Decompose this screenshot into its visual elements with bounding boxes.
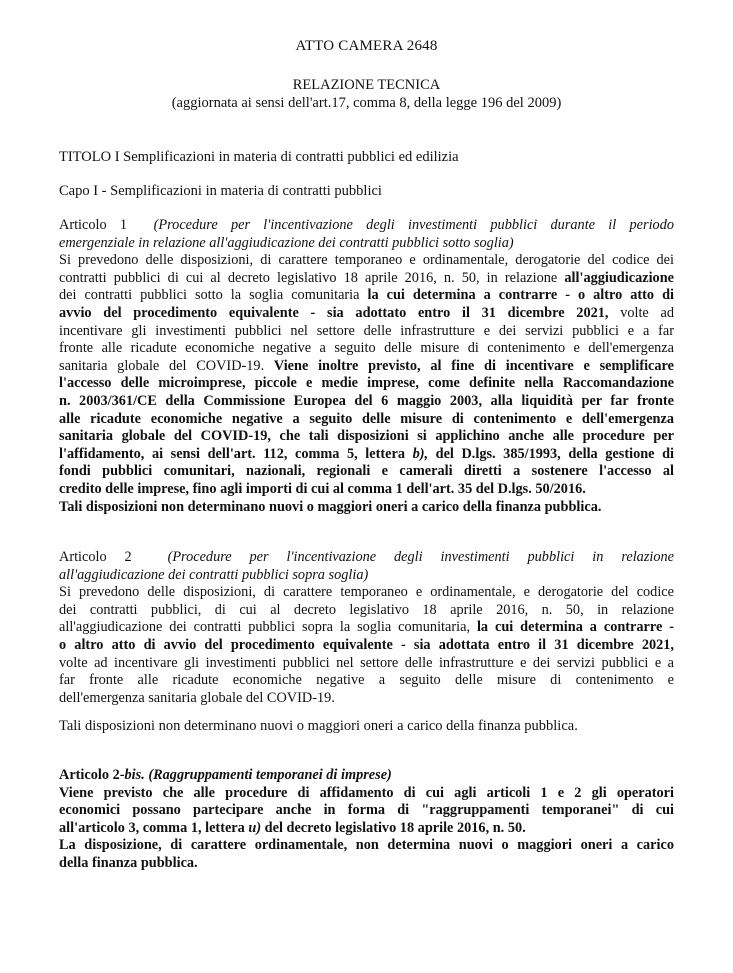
article-1 <box>59 217 674 516</box>
article-2bis-line: all'articolo 3, comma 1, lettera u) del decreto legislativo 18 aprile 2016, n. 50. <box>59 819 526 836</box>
titolo-heading: TITOLO I Semplificazioni in materia di contratti pubblici ed edilizia <box>59 149 459 165</box>
article-1-title-line1: (Procedure per l'incentivazione degli investimenti pubblici durante il periodo <box>153 217 674 233</box>
article-1-line: l'accesso delle microimprese, piccole e medie imprese, come definite nella Raccomandazione <box>59 375 674 392</box>
document-subtitle: RELAZIONE TECNICA <box>292 77 441 93</box>
article-1-line: incentivare gli investimenti pubblici nel settore delle infrastrutture e dei servizi pubblici e a far <box>59 322 674 339</box>
article-1-title-line2: emergenziale in relazione all'aggiudicazione dei contratti pubblici sotto soglia) <box>59 234 514 251</box>
article-2-line: volte ad incentivare gli investimenti pubblici nel settore delle infrastrutture e dei servizi pubblici e a <box>59 654 674 671</box>
capo-heading: Capo I - Semplificazioni in materia di contratti pubblici <box>59 183 382 199</box>
article-2-line: dell'emergenza sanitaria globale del COVID-19. <box>59 689 335 706</box>
article-1-line: fondi pubblici comunitari, nazionali, regionali e camerali diretti a sostenere l'accesso al <box>59 463 674 480</box>
article-2-label: Articolo 2 <box>59 549 132 565</box>
article-2bis-line: La disposizione, di carattere ordinamentale, non determina nuovi o maggiori oneri a carico <box>59 837 674 854</box>
article-2bis-line: Viene previsto che alle procedure di affidamento di cui agli articoli 1 e 2 gli operatori <box>59 784 674 801</box>
article-2-title-line1: (Procedure per l'incentivazione degli investimenti pubblici in relazione <box>167 549 674 565</box>
article-2-closing: Tali disposizioni non determinano nuovi o maggiori oneri a carico della finanza pubblica. <box>59 718 578 734</box>
article-2bis-heading: Articolo 2-bis. (Raggruppamenti temporanei di imprese) <box>59 767 392 783</box>
article-2bis-line: della finanza pubblica. <box>59 854 198 871</box>
article-2-line: far fronte alle ricadute economiche negative a seguito delle misure di contenimento e <box>59 672 674 689</box>
article-1-line: n. 2003/361/CE della Commissione Europea del 6 maggio 2003, alla liquidità per far fronte <box>59 392 674 409</box>
article-1-line: dei contratti pubblici sotto la soglia comunitaria la cui determina a contrarre - o altro atto di <box>59 287 674 304</box>
article-1-line: alle ricadute economiche negative a seguito delle misure di contenimento e dell'emergenza <box>59 410 674 427</box>
document-note: (aggiornata ai sensi dell'art.17, comma 8, della legge 196 del 2009) <box>171 95 562 111</box>
article-1-line: l'affidamento, ai sensi dell'art. 112, comma 5, lettera b), del D.lgs. 385/1993, della gestione di <box>59 445 674 462</box>
article-1-line: sanitaria globale del COVID-19, che tali disposizioni si applichino anche alle procedure per <box>59 428 674 445</box>
article-1-line: avvio del procedimento equivalente - sia adottato entro il 31 dicembre 2021, volte ad <box>59 304 674 321</box>
article-2-line: dei contratti pubblici, di cui al decreto legislativo 18 aprile 2016, n. 50, in relazione <box>59 601 674 618</box>
article-2-title-line2: all'aggiudicazione dei contratti pubblici sopra soglia) <box>59 566 369 583</box>
article-1-label: Articolo 1 <box>59 217 128 233</box>
article-2 <box>59 549 674 707</box>
article-1-line: credito delle imprese, fino agli importi di cui al comma 1 dell'art. 35 del D.lgs. 50/2016. <box>59 480 586 497</box>
article-2bis <box>59 767 674 873</box>
article-2bis-line: economici possano partecipare anche in forma di "raggruppamenti temporanei" di cui <box>59 802 674 819</box>
article-1-closing: Tali disposizioni non determinano nuovi o maggiori oneri a carico della finanza pubblica. <box>59 498 602 515</box>
article-1-line: fronte alle ricadute economiche negative a seguito delle misure di contenimento e dell'emergenza <box>59 340 674 357</box>
article-2-heading <box>59 549 674 567</box>
article-1-line: sanitaria globale del COVID-19. Viene inoltre previsto, al fine di incentivare e semplificare <box>59 357 674 374</box>
document-title: ATTO CAMERA 2648 <box>295 38 438 54</box>
article-1-line: contratti pubblici di cui al decreto legislativo 18 aprile 2016, n. 50, in relazione all'aggiudicazione <box>59 269 674 286</box>
article-2-line: o altro atto di avvio del procedimento equivalente - sia adottata entro il 31 dicembre 2021, <box>59 636 674 653</box>
article-1-heading <box>59 217 674 235</box>
article-1-line: Si prevedono delle disposizioni, di carattere temporaneo e ordinamentale, derogatorie del codice dei <box>59 252 674 269</box>
article-2-line: all'aggiudicazione dei contratti pubblici sopra la soglia comunitaria, la cui determina a contrarre - <box>59 619 674 636</box>
article-2-line: Si prevedono delle disposizioni, di carattere temporaneo e ordinamentale, e derogatorie del codice <box>59 584 674 601</box>
